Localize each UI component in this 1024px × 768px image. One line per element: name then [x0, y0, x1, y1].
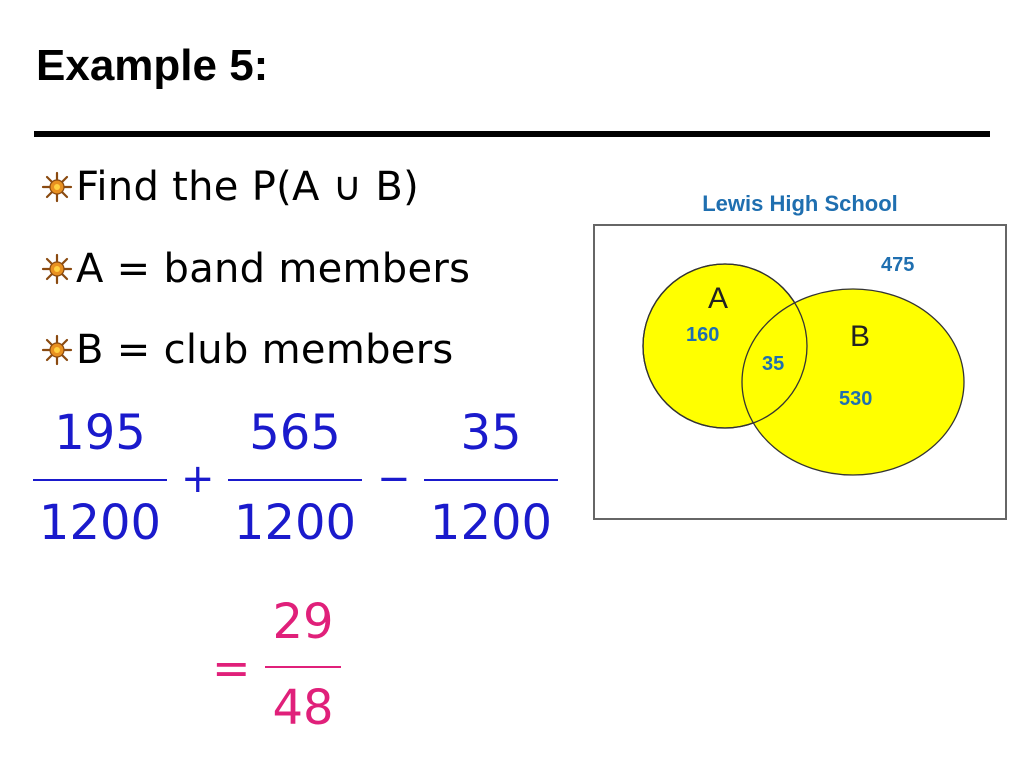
b-only-value: 530 — [839, 388, 873, 410]
venn-circles — [590, 186, 1010, 526]
starburst-bullet-icon — [40, 170, 74, 204]
bullet-set-b — [40, 320, 454, 380]
numerator: 35 — [460, 405, 522, 461]
bullet-text: A = band members — [76, 246, 471, 292]
result-numerator: 29 — [272, 594, 334, 650]
venn-diagram — [590, 186, 1010, 526]
minus-operator: − — [377, 456, 411, 502]
set-a-label: A — [708, 282, 729, 315]
result-denominator: 48 — [272, 680, 334, 736]
plus-operator: + — [181, 456, 215, 502]
a-only-value: 160 — [686, 324, 720, 346]
fraction-b — [228, 405, 362, 555]
bullet-find-probability — [40, 157, 419, 217]
numerator: 195 — [54, 405, 146, 461]
fraction-bar — [424, 479, 558, 481]
denominator: 1200 — [38, 495, 162, 551]
bullet-text: Find the P(A ∪ B) — [76, 164, 419, 210]
fraction-bar — [33, 479, 167, 481]
fraction-bar — [228, 479, 362, 481]
venn-title: Lewis High School — [702, 191, 898, 216]
numerator: 565 — [249, 405, 341, 461]
bullet-text: B = club members — [76, 327, 454, 373]
starburst-bullet-icon — [40, 252, 74, 286]
fraction-bar — [265, 666, 341, 668]
bullet-set-a — [40, 239, 470, 299]
set-b-label: B — [850, 320, 871, 353]
outside-value: 475 — [881, 254, 915, 276]
fraction-a — [33, 405, 167, 555]
result-fraction — [265, 594, 341, 744]
intersection-value: 35 — [762, 353, 785, 375]
slide-title: Example 5: — [36, 41, 269, 90]
denominator: 1200 — [429, 495, 553, 551]
equals-sign: = — [212, 641, 251, 695]
title-underline — [34, 131, 990, 137]
circle-b — [742, 289, 964, 475]
fraction-intersection — [424, 405, 558, 555]
starburst-bullet-icon — [40, 333, 74, 367]
denominator: 1200 — [233, 495, 357, 551]
